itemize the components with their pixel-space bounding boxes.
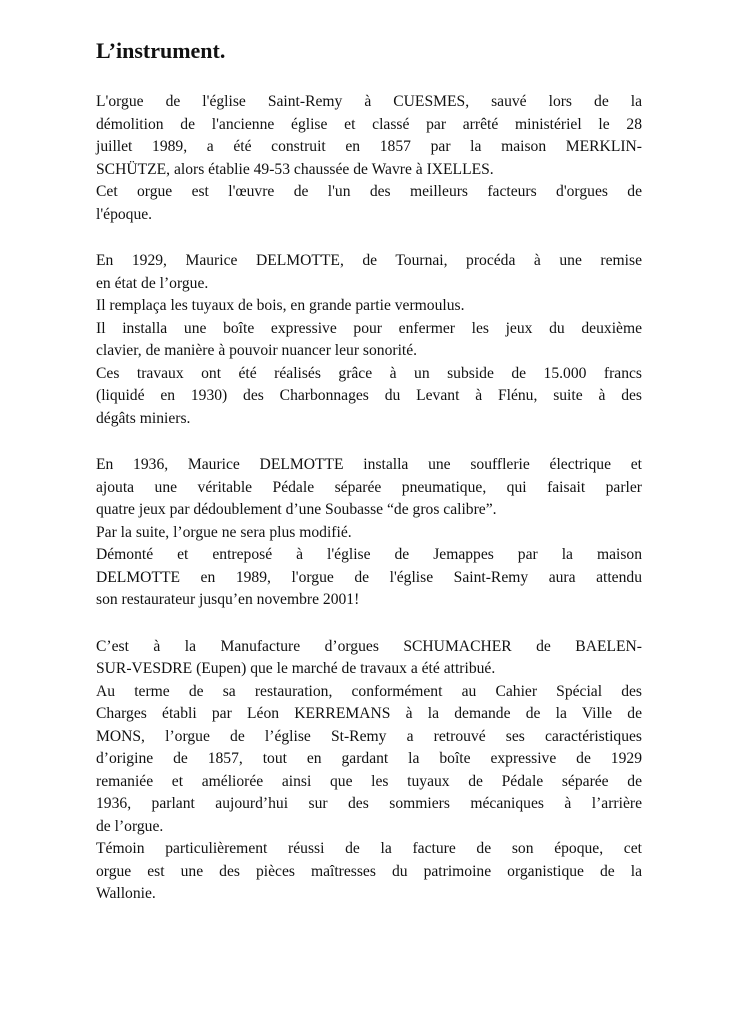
text-line: C’est à la Manufacture d’orgues SCHUMACHER de BAELEN-	[96, 637, 642, 655]
document-body	[96, 91, 642, 906]
text-line: d’origine de 1857, tout en gardant la boîte expressive de 1929	[96, 750, 642, 767]
document-title: L’instrument.	[96, 38, 226, 63]
text-line: Il installa une boîte expressive pour enfermer les jeux du deuxième	[96, 319, 642, 337]
text-line: ajouta une véritable Pédale séparée pneumatique, qui faisait parler	[96, 478, 642, 496]
text-line: SCHÜTZE, alors établie 49-53 chaussée de Wavre à IXELLES.	[96, 160, 494, 178]
text-line: MONS, l’orgue de l’église St-Remy a retrouvé ses caractéristiques	[96, 727, 642, 745]
text-line: SUR-VESDRE (Eupen) que le marché de travaux a été attribué.	[96, 660, 496, 677]
paragraph	[96, 91, 642, 226]
text-line: 1936, parlant aujourd’hui sur des sommiers mécaniques à l’arrière	[96, 795, 642, 812]
text-line: Charges établi par Léon KERREMANS à la demande de la Ville de	[96, 705, 642, 722]
text-line: de l’orgue.	[96, 817, 164, 835]
text-line: Il remplaça les tuyaux de bois, en grande partie vermoulus.	[96, 297, 465, 314]
text-line: Wallonie.	[96, 885, 156, 902]
text-line: Témoin particulièrement réussi de la facture de son époque, cet	[96, 840, 642, 857]
text-line: démolition de l'ancienne église et classé par arrêté ministériel le 28	[96, 115, 642, 133]
text-line: dégâts miniers.	[96, 409, 191, 427]
text-line: juillet 1989, a été construit en 1857 par la maison MERKLIN-	[96, 138, 642, 155]
text-line: (liquidé en 1930) des Charbonnages du Levant à Flénu, suite à des	[96, 387, 642, 404]
text-line: quatre jeux par dédoublement d’une Soubasse “de gros calibre”.	[96, 501, 497, 518]
text-line: l'époque.	[96, 205, 153, 223]
text-line: Cet orgue est l'œuvre de l'un des meilleurs facteurs d'orgues de	[96, 183, 642, 200]
text-line: L'orgue de l'église Saint-Remy à CUESMES, sauvé lors de la	[96, 93, 642, 110]
paragraph	[96, 636, 642, 906]
text-line: Par la suite, l’orgue ne sera plus modifié.	[96, 523, 352, 541]
text-line: clavier, de manière à pouvoir nuancer leur sonorité.	[96, 342, 418, 359]
text-line: remaniée et améliorée ainsi que les tuyaux de Pédale séparée de	[96, 772, 642, 790]
paragraph	[96, 250, 642, 430]
text-line: Ces travaux ont été réalisés grâce à un subside de 15.000 francs	[96, 364, 642, 382]
text-line: En 1936, Maurice DELMOTTE installa une soufflerie électrique et	[96, 456, 642, 473]
text-line: Démonté et entreposé à l'église de Jemappes par la maison	[96, 546, 642, 563]
text-line: En 1929, Maurice DELMOTTE, de Tournai, procéda à une remise	[96, 252, 642, 269]
text-line: DELMOTTE en 1989, l'orgue de l'église Saint-Remy aura attendu	[96, 568, 642, 586]
text-line: en état de l’orgue.	[96, 274, 209, 292]
text-line: Au terme de sa restauration, conformément au Cahier Spécial des	[96, 682, 642, 700]
paragraph	[96, 454, 642, 612]
document-page	[96, 36, 642, 930]
text-line: orgue est une des pièces maîtresses du patrimoine organistique de la	[96, 862, 642, 880]
text-line: son restaurateur jusqu’en novembre 2001!	[96, 591, 360, 608]
